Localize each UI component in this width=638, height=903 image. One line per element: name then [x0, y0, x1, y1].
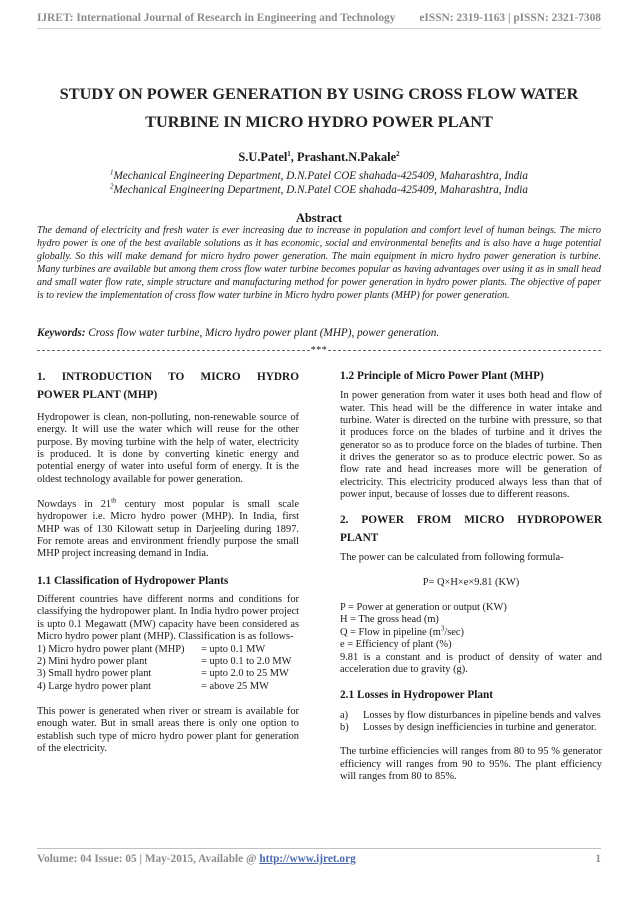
classification-row — [37, 668, 299, 680]
century-sup: th — [111, 496, 117, 505]
list-item — [340, 710, 602, 722]
section-2-1-heading: 2.1 Losses in Hydropower Plant — [340, 689, 494, 702]
title-line-1: STUDY ON POWER GENERATION BY USING CROSS FLOW WATER — [59, 84, 579, 103]
affiliation-2 — [0, 184, 638, 196]
right-column — [340, 366, 602, 783]
definition-q — [340, 624, 602, 639]
losses-list — [340, 710, 602, 735]
section-1-2-heading: 1.2 Principle of Micro Power Plant (MHP) — [340, 370, 544, 382]
author-1: S.U.Patel — [238, 150, 288, 164]
abstract-text: The demand of electricity and fresh water is ever increasing due to increase in population and comfort level of human beings. The micro hydro power is one of the best available solutions as it has economic, social and environmental benefits and is also have a huge potential globally. So this will make demand for micro hydro power generation. The main equipment in micro hydro power generation is turbine. Many turbines are available but among them cross flow water turbine becomes popular as having advantages over using it as in small head and small water flow rate, simple structure and manufacturing method for power generation in hydro power plants. The objective of paper is to review the implementation of cross flow water turbine in Micro hydro power plants (MHP) for power generation. — [37, 225, 601, 301]
affiliation-2-sup: 2 — [109, 182, 114, 191]
classification-name: 1) Micro hydro power plant (MHP) — [37, 643, 185, 655]
section-1-paragraph-2 — [37, 496, 300, 561]
header-rule — [37, 28, 601, 29]
list-text: Losses by flow disturbances in pipeline bends and valves — [363, 709, 601, 721]
section-2-1-paragraph: The turbine efficiencies will ranges from 80 to 95 % generator efficiency will ranges from 90 to 95%. The plant efficiency will ranges from 80 to 85%. — [340, 746, 602, 782]
classification-range: = above 25 MW — [201, 680, 269, 692]
abstract-heading: Abstract — [295, 211, 343, 225]
affiliation-1 — [0, 170, 638, 182]
section-1-paragraph-1: Hydropower is clean, non-polluting, non-renewable source of energy. It will use the water which will reuse for the other purpose. By moving turbine with the help of water, electricity is produced. It is done by converting kinetic energy and potential energy of water into useful form of energy. It is the oldest technology available for power generation. — [37, 412, 299, 485]
author-2: Prashant.N.Pakale — [296, 150, 397, 164]
list-text: Losses by design inefficiencies in turbine and generator. — [363, 721, 597, 733]
definition-p: P = Power at generation or output (KW) — [340, 602, 507, 614]
keywords — [37, 327, 601, 339]
running-footer — [37, 853, 601, 865]
keywords-text: Cross flow water turbine, Micro hydro power plant (MHP), power generation. — [85, 327, 440, 339]
classification-range: = upto 0.1 to 2.0 MW — [201, 655, 292, 667]
classification-name: 4) Large hydro power plant — [37, 680, 152, 692]
section-2-heading-line-2: PLANT — [340, 532, 379, 545]
separator-dash-right — [328, 350, 601, 351]
list-item — [340, 722, 602, 734]
affiliation-1-sup: 1 — [109, 168, 114, 177]
definition-h: H = The gross head (m) — [340, 614, 439, 626]
classification-row — [37, 644, 299, 656]
section-1-paragraph-2-a: Nowdays in 21 — [37, 499, 112, 511]
author-separator: , — [290, 150, 297, 164]
section-separator — [37, 345, 601, 356]
section-1-2-paragraph: In power generation from water it uses both head and flow of water. This head will be the difference in water intake and turbine. Water is directed on the turbine with pressure, so that it produces force on the blades of turbine and it drives the generator so as to produce force on the blades of turbine. Then it drives the generator so as to produce electric power. So as flow rate and head increases more will be generation of electricity. This electricity produced always less than that of power input, because of losses due to different reasons. — [340, 390, 602, 501]
footer-text — [37, 853, 356, 865]
section-2-heading-line-1: 2. POWER FROM MICRO HYDROPOWER — [340, 514, 602, 527]
section-2-paragraph: The power can be calculated from following formula- — [340, 552, 564, 564]
section-1-paragraph-2-b: century most popular is small scale hydropower i.e. Micro hydro power (MHP). In India, first MHP was of 130 Kilowatt setup in Darjeeling during 1897. For remote areas and environment friendly purpose the small MHP project increasing demand in India. — [37, 499, 300, 560]
cubic-sup: 3 — [440, 624, 445, 633]
section-1-heading-line-2: POWER PLANT (MHP) — [37, 389, 158, 401]
separator-dash-left — [37, 350, 310, 351]
section-1-1-paragraph-1: Different countries have different norms and conditions for classifying the hydropower plant. In India hydro power project is upto 0.1 Megawatt (MW) capacity have been considered as Micro hydro power plant (MHP). Classification is as follows- — [37, 594, 299, 643]
list-marker: b) — [340, 721, 349, 733]
classification-name: 2) Mini hydro power plant — [37, 655, 148, 667]
issn: eISSN: 2319-1163 | pISSN: 2321-7308 — [419, 12, 601, 24]
list-marker: a) — [340, 709, 349, 721]
keywords-label: Keywords: — [37, 327, 86, 339]
author-1-sup: 1 — [287, 149, 291, 158]
affiliation-2-text: Mechanical Engineering Department, D.N.Patel COE shahada-425409, Maharashtra, India — [113, 184, 528, 196]
paper-title — [30, 80, 608, 136]
journal-link[interactable]: http://www.ijret.org — [259, 853, 356, 865]
classification-row — [37, 656, 299, 668]
classification-range: = upto 2.0 to 25 MW — [201, 668, 289, 680]
definition-constant: 9.81 is a constant and is product of density of water and acceleration due to gravity (g). — [340, 651, 602, 675]
footer-volume: Volume: 04 Issue: 05 | May-2015, Available @ — [37, 853, 260, 865]
left-column — [37, 366, 299, 755]
authors — [0, 150, 638, 165]
section-1-1-paragraph-2: This power is generated when river or stream is available for enough water. But in small areas there is only one option to establish such type of micro hydro power plant for generation of the electricity. — [37, 705, 299, 754]
power-formula: P= Q×H×e×9.81 (KW) — [422, 576, 520, 588]
running-header — [37, 12, 601, 24]
classification-list — [37, 644, 299, 693]
section-1-heading-line-1: 1. INTRODUCTION TO MICRO HYDRO — [37, 371, 299, 383]
journal-name: IJRET: International Journal of Research in Engineering and Technology — [37, 12, 396, 24]
separator-stars: *** — [310, 345, 328, 356]
affiliation-1-text: Mechanical Engineering Department, D.N.Patel COE shahada-425409, Maharashtra, India — [113, 170, 528, 182]
definition-q-b: /sec) — [444, 626, 464, 638]
definition-e: e = Efficiency of plant (%) — [340, 639, 452, 651]
page-number: 1 — [595, 853, 601, 865]
classification-range: = upto 0.1 MW — [201, 643, 266, 655]
footer-rule — [37, 848, 601, 849]
section-1-1-heading: 1.1 Classification of Hydropower Plants — [37, 574, 229, 587]
author-2-sup: 2 — [396, 149, 400, 158]
classification-row — [37, 681, 299, 693]
formula-definitions — [340, 602, 602, 676]
title-line-2: TURBINE IN MICRO HYDRO POWER PLANT — [145, 112, 493, 131]
classification-name: 3) Small hydro power plant — [37, 668, 152, 680]
definition-q-a: Q = Flow in pipeline (m — [340, 626, 441, 638]
